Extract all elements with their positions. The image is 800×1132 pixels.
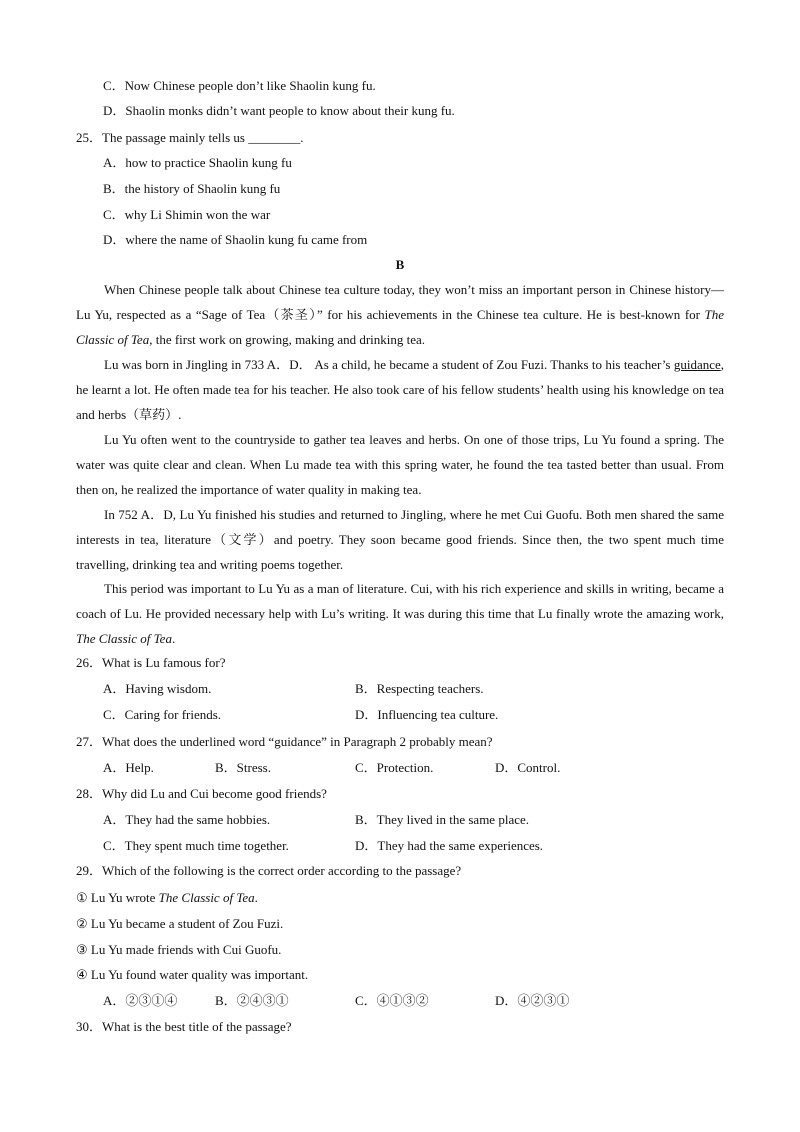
q29-event-2: ② Lu Yu became a student of Zou Fuzi. [76, 916, 284, 931]
passage-paragraph-4: In 752 A．D, Lu Yu finished his studies and returned to Jingling, where he met Cui Guofu. Both men shared the same interests in tea, literature（文学）and poetry. They soon became good friends. Since then, the two spent much time travelling, drinking tea and writing poems together. [76, 507, 724, 572]
q25-option-a: A．how to practice Shaolin kung fu [103, 155, 292, 170]
section-title: B [395, 257, 405, 272]
q25-stem: 25．The passage mainly tells us ________. [76, 130, 304, 145]
passage-paragraph-2 [76, 353, 724, 427]
q29-option-d: D．④②③① [495, 993, 570, 1008]
q24-option-c: C．Now Chinese people don’t like Shaolin kung fu. [103, 78, 376, 93]
q28-option-c: C．They spent much time together. [103, 838, 289, 853]
q29-event-3: ③ Lu Yu made friends with Cui Guofu. [76, 942, 282, 957]
q27-option-a: A．Help. [103, 760, 154, 775]
underlined-word-guidance: guidance [673, 357, 721, 372]
q29-stem: 29．Which of the following is the correct order according to the passage? [76, 863, 462, 878]
q26-option-b: B．Respecting teachers. [355, 681, 484, 696]
q27-option-d: D．Control. [495, 760, 561, 775]
p1-text-a: When Chinese people talk about Chinese tea culture today, they won’t miss an important person in Chinese history—Lu Yu, respected as a “Sage of Tea（茶圣）” for his achievements in the Chinese tea culture. He is best-known for [76, 282, 724, 322]
q26-option-c: C．Caring for friends. [103, 707, 222, 722]
p1-text-b: , the first work on growing, making and drinking tea. [149, 331, 426, 347]
q29-option-c: C．④①③② [355, 993, 429, 1008]
p5-book-title: The Classic of Tea [76, 630, 172, 646]
q26-option-d: D．Influencing tea culture. [355, 707, 499, 722]
q28-option-a: A．They had the same hobbies. [103, 812, 271, 827]
q26-stem: 26．What is Lu famous for? [76, 655, 226, 670]
passage-paragraph-1 [76, 278, 724, 352]
q26-option-a: A．Having wisdom. [103, 681, 212, 696]
q30-stem: 30．What is the best title of the passage? [76, 1019, 292, 1034]
p2-text-a: Lu was born in Jingling in 733 A．D． As a child, he became a student of Zou Fuzi. Thanks to his teacher’s [104, 357, 674, 372]
q25-option-b: B．the history of Shaolin kung fu [103, 181, 281, 196]
q24-option-d: D．Shaolin monks didn’t want people to know about their kung fu. [103, 103, 455, 118]
q27-stem: 27．What does the underlined word “guidance” in Paragraph 2 probably mean? [76, 734, 493, 749]
q28-option-d: D．They had the same experiences. [355, 838, 544, 853]
q27-option-c: C．Protection. [355, 760, 434, 775]
q29-event-1-text: ① Lu Yu wrote [76, 890, 159, 905]
q29-event-1 [76, 890, 258, 906]
p2-text-b: , he learnt a lot. He often made tea for his teacher. He also took care of his fellow students’ health using his knowledge on tea and herbs（草药）. [76, 357, 724, 422]
q25-option-c: C．why Li Shimin won the war [103, 207, 271, 222]
p5-text-a: This period was important to Lu Yu as a man of literature. Cui, with his rich experience and skills in writing, became a coach of Lu. He provided necessary help with Lu’s writing. It was during this time that Lu finally wrote the amazing work, [76, 581, 724, 621]
q29-option-a: A．②③①④ [103, 993, 178, 1008]
passage-paragraph-3: Lu Yu often went to the countryside to gather tea leaves and herbs. On one of those trips, Lu Yu found a spring. The water was quite clear and clean. When Lu made tea with this spring water, he found the tea tasted better than usual. From then on, he realized the importance of water quality in making tea. [76, 432, 724, 497]
q28-stem: 28．Why did Lu and Cui become good friends? [76, 786, 327, 801]
q29-option-b: B．②④③① [215, 993, 289, 1008]
q25-option-d: D．where the name of Shaolin kung fu came from [103, 232, 368, 247]
q29-event-1-end: . [254, 890, 258, 905]
p1-book-title: The Classic of Tea [76, 306, 724, 347]
p5-text-b: . [171, 630, 176, 646]
passage-paragraph-5 [76, 577, 724, 651]
q29-event-4: ④ Lu Yu found water quality was important. [76, 967, 309, 982]
q28-option-b: B．They lived in the same place. [355, 812, 530, 827]
q27-option-b: B．Stress. [215, 760, 271, 775]
q29-event-1-book: The Classic of Tea [158, 890, 255, 905]
